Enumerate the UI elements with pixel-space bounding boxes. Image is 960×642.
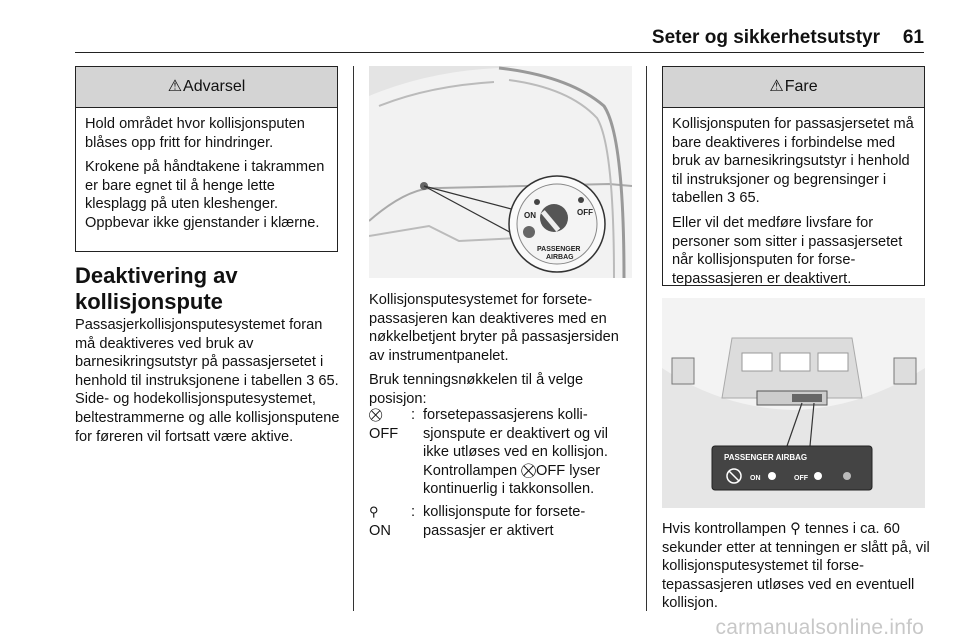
warning-triangle-icon: ⚠ xyxy=(167,78,183,95)
column-divider-1 xyxy=(353,66,354,611)
figure-label-airbag: AIRBAG xyxy=(546,254,574,261)
figure-label-passenger: PASSENGER xyxy=(537,246,581,253)
position-row-on xyxy=(369,503,637,540)
passenger-airbag-switch-illustration xyxy=(369,66,632,278)
section-heading: Deaktivering av kollisjonspute xyxy=(75,263,238,314)
warning-paragraph: Hold området hvor kollisjonsputen blåses opp fritt for hindringer. xyxy=(85,116,305,151)
body-paragraph: Bruk tenningsnøkkelen til å velge posisjon: xyxy=(369,372,584,407)
overhead-console-illustration xyxy=(662,298,925,508)
body-paragraph: Hvis kontrollampen ⚲ tennes i ca. 60 sekunder etter at tenningen er slått på, vil kollisjonsputesystemet til forsetepassasjeren utløses ved en eventuell kollisjon. xyxy=(662,521,930,612)
warning-title: Advarsel xyxy=(183,78,246,95)
switch-position-list xyxy=(369,406,637,540)
figure-label-off: OFF xyxy=(577,208,593,217)
danger-title: Fare xyxy=(784,78,818,95)
airbag-off-symbol-icon: ⛒ xyxy=(369,407,383,422)
position-row-off xyxy=(369,406,637,499)
figure-label-on: ON xyxy=(524,211,536,220)
danger-box xyxy=(662,66,925,286)
position-term: ON xyxy=(369,522,391,539)
header-rule xyxy=(75,52,924,53)
panel-label-on: ON xyxy=(750,475,761,482)
warning-triangle-icon: ⚠ xyxy=(769,78,784,95)
panel-label-off: OFF xyxy=(794,475,808,482)
body-paragraph: Kollisjonsputesystemet for forsetepassasjeren kan deaktiveres med en nøkkelbetjent bryter på passasjersiden av instrumentpanelet. xyxy=(369,292,619,364)
page-number: 61 xyxy=(902,27,924,48)
body-paragraph: Passasjerkollisjonsputesystemet foran må deaktiveres ved bruk av barnesikringsutstyr på passasjersetet i henhold til instruksjonene i tabellen 3 65. Side- og hodekollisjonsputesystemet, beltestrammerne og alle kollisjonsputene for føreren vil fortsatt være aktive. xyxy=(75,317,340,445)
page-section-title: Seter og sikkerhetsutstyr xyxy=(651,27,880,48)
warning-paragraph: Krokene på håndtakene i takrammen er bare egnet til å henge lette klesplagg på uten kleshenger. Oppbevar ikke gjenstander i klærne. xyxy=(85,159,325,231)
danger-paragraph: Eller vil det medføre livsfare for personer som sitter i passasjersetet når kollisjonsputen for forsetepassasjeren er deaktivert. xyxy=(672,214,903,287)
panel-title: PASSENGER AIRBAG xyxy=(724,453,808,462)
warning-box-header xyxy=(76,67,337,108)
danger-box-header xyxy=(663,67,924,108)
watermark: carmanualsonline.info xyxy=(715,616,924,639)
danger-paragraph: Kollisjonsputen for passasjersetet må bare deaktiveres i forbindelse med bruk av barnesikringsutstyr i henhold til instruksjoner og begrensinger i tabellen 3 65. xyxy=(672,116,914,207)
position-description: kollisjonspute for forsetepassasjer er aktivert xyxy=(423,503,586,539)
column-divider-2 xyxy=(646,66,647,611)
warning-box xyxy=(75,66,338,252)
position-colon: : xyxy=(411,407,416,423)
position-description: forsetepassasjerens kollisjonspute er deaktivert og vil ikke utløses ved en kollisjon. Kontrollampen ⛒OFF lyser kontinuerlig i takkonsollen. xyxy=(423,407,608,498)
airbag-on-symbol-icon: ⚲ xyxy=(369,503,379,519)
position-term: OFF xyxy=(369,425,399,442)
position-colon: : xyxy=(411,503,416,520)
